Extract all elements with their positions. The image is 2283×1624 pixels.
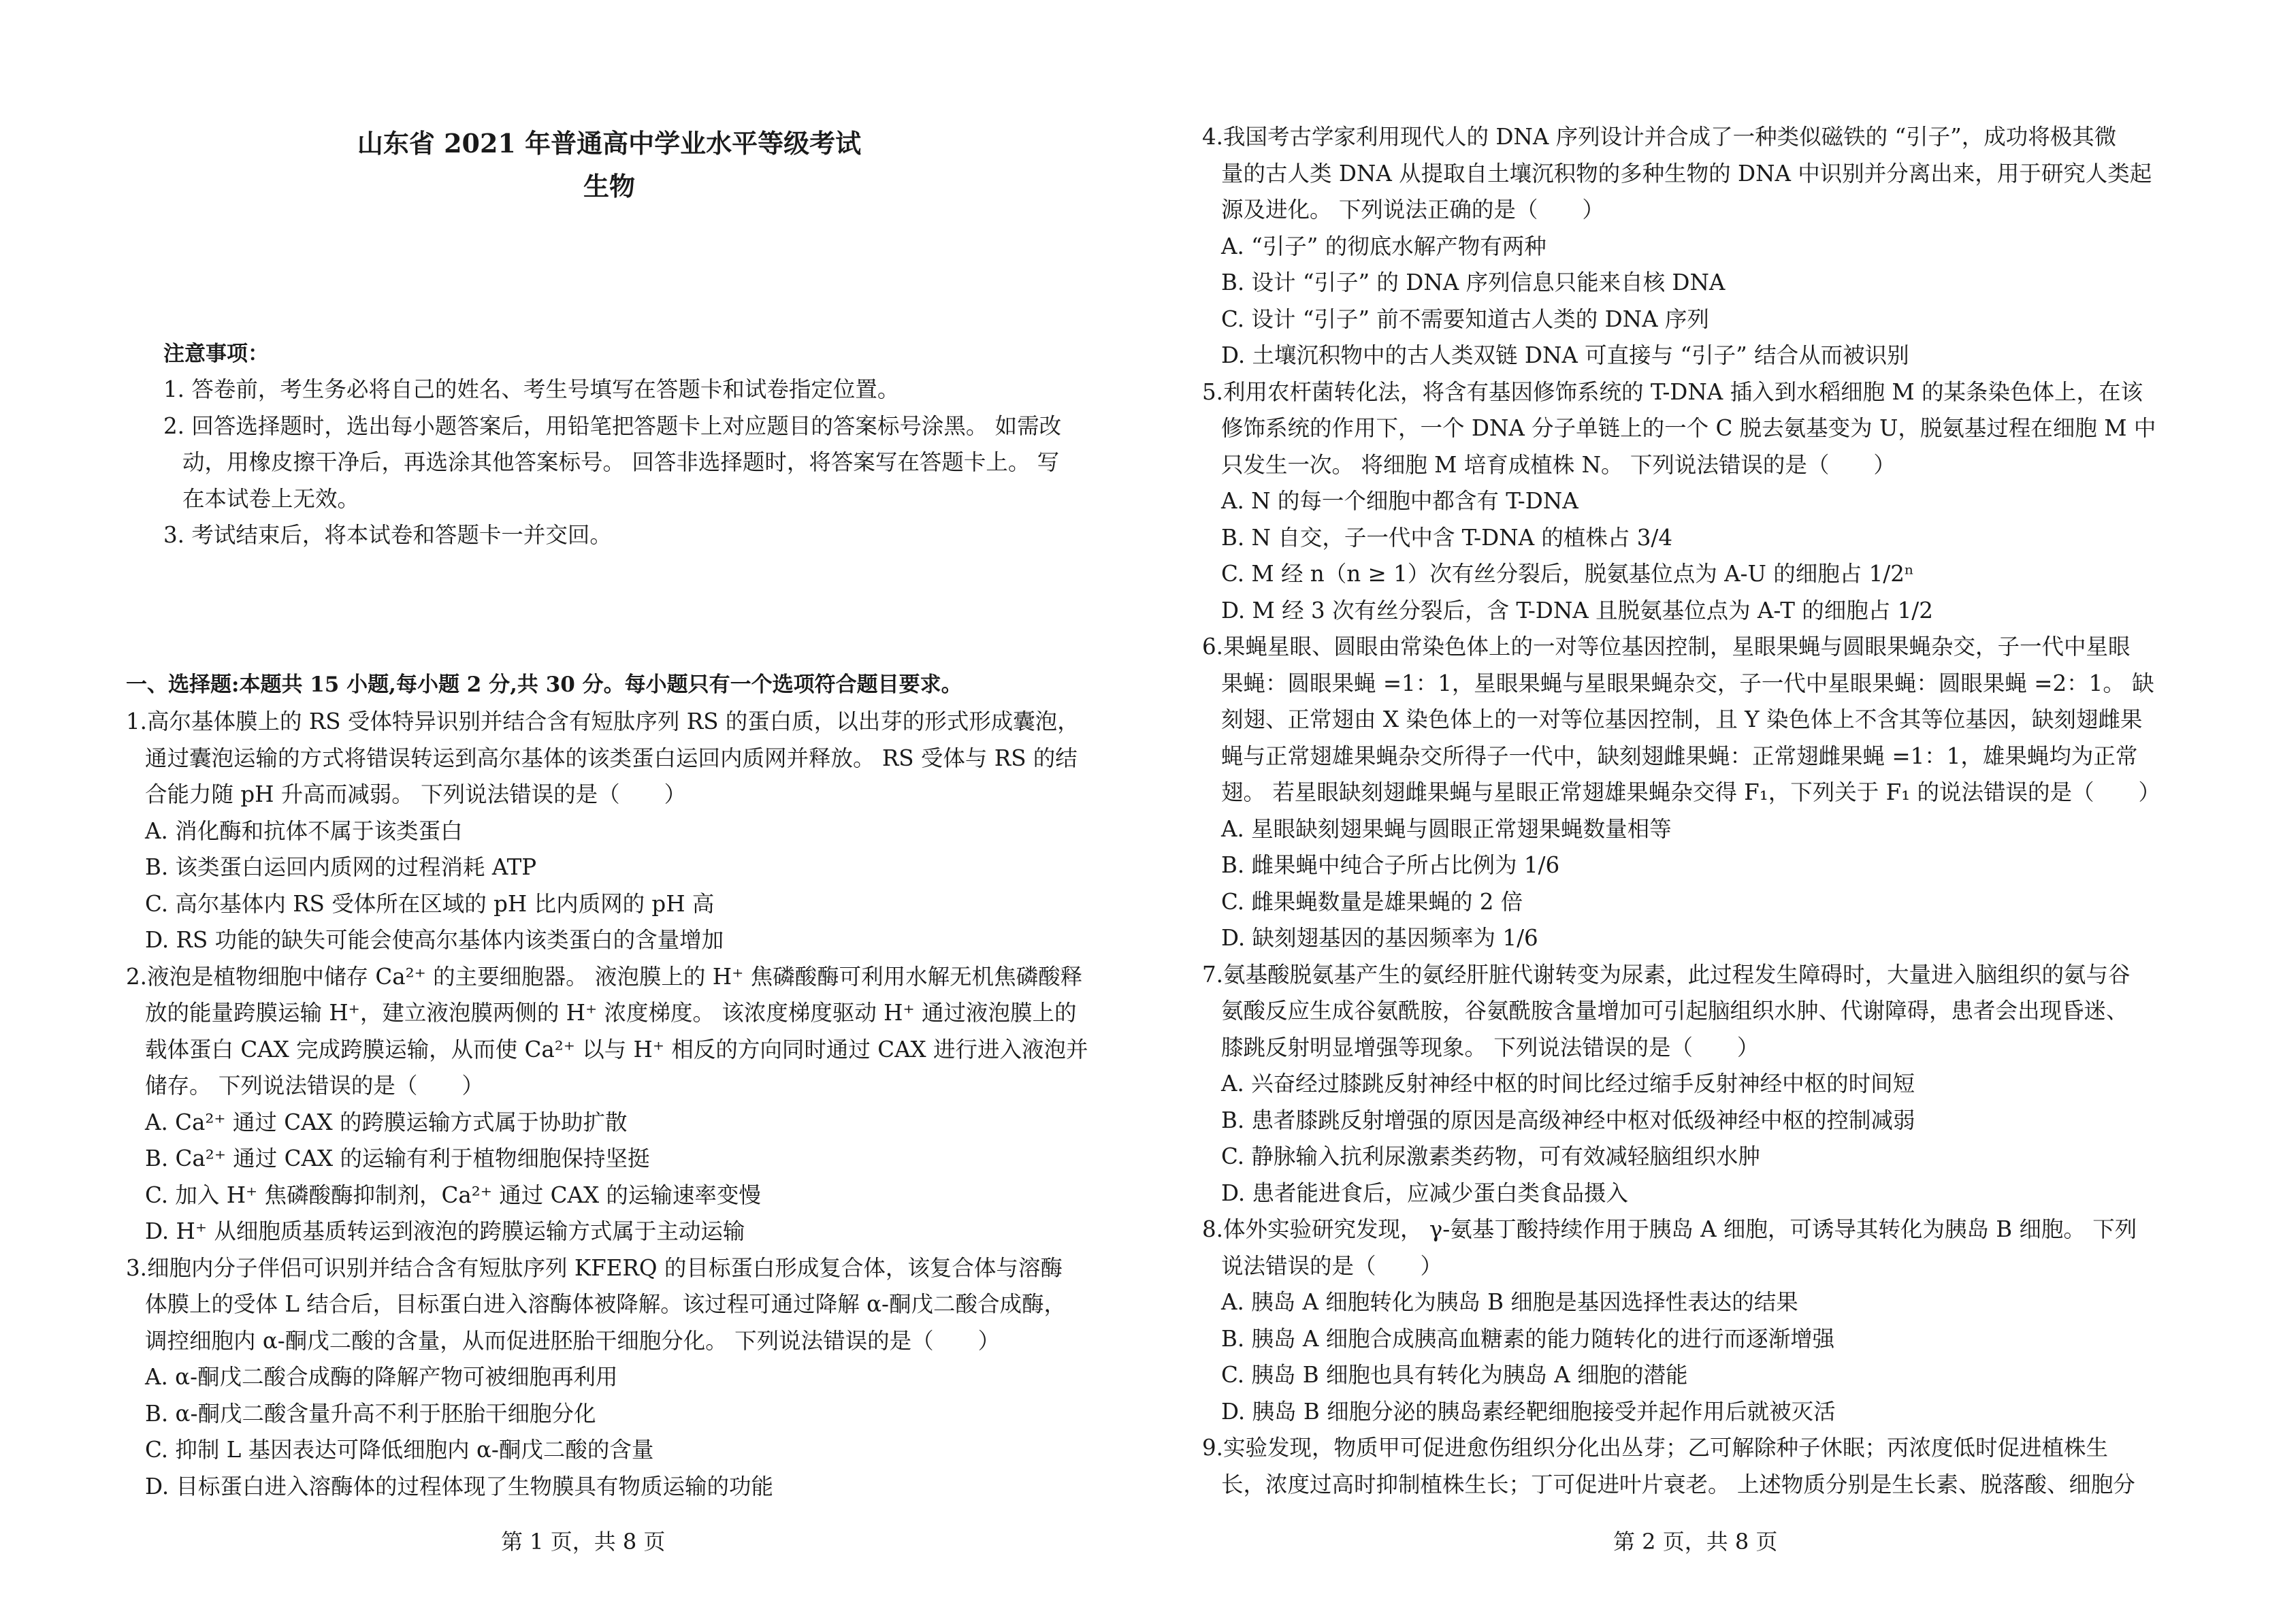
option-line: A. 兴奋经过膝跳反射神经中枢的时间比经过缩手反射神经中枢的时间短 (1221, 1071, 1915, 1097)
questions-4-9 (1202, 119, 2160, 1503)
option-line: C. 胰岛 B 细胞也具有转化为胰岛 A 细胞的潜能 (1221, 1362, 1688, 1388)
option-line: D. 缺刻翅基因的基因频率为 1/6 (1221, 925, 1538, 951)
question-line: 体膜上的受体 L 结合后，目标蛋白进入溶酶体被降解。该过程可通过降解 α-酮戊二酸合成酶， (145, 1291, 1067, 1317)
question-line: 长，浓度过高时抑制植株生长；丁可促进叶片衰老。 上述物质分别是生长素、脱落酸、细胞分 (1221, 1471, 2135, 1497)
question-line: 调控细胞内 α-酮戊二酸的含量，从而促进胚胎干细胞分化。 下列说法错误的是（ ） (145, 1327, 1001, 1354)
exam-subject: 生物 (583, 171, 635, 201)
option-line: A. 消化酶和抗体不属于该类蛋白 (145, 817, 463, 844)
question-line: 只发生一次。 将细胞 M 培育成植株 N。 下列说法错误的是（ ） (1221, 451, 1896, 478)
question-line: 说法错误的是（ ） (1221, 1252, 1443, 1279)
question-line: 1.高尔基体膜上的 RS 受体特异识别并结合含有短肽序列 RS 的蛋白质，以出芽的形式形成囊泡， (126, 709, 1080, 734)
option-line: B. 雌果蝇中纯合子所占比例为 1/6 (1221, 852, 1560, 878)
page-footer: 第 1 页，共 8 页 (501, 1529, 666, 1555)
questions-1-3 (126, 704, 1088, 1505)
notice-list (163, 372, 1061, 554)
option-line: B. α-酮戊二酸含量升高不利于胚胎干细胞分化 (145, 1400, 596, 1427)
notice-line: 动，用橡皮擦干净后，再选涂其他答案标号。 回答非选择题时，将答案写在答题卡上。 写 (182, 449, 1060, 475)
option-line: A. Ca²⁺ 通过 CAX 的跨膜运输方式属于协助扩散 (145, 1109, 628, 1135)
option-line: C. M 经 n（n ≥ 1）次有丝分裂后，脱氨基位点为 A-U 的细胞占 1/2ⁿ (1221, 561, 1914, 587)
question-line: 6.果蝇星眼、圆眼由常染色体上的一对等位基因控制，星眼果蝇与圆眼果蝇杂交，子一代中星眼 (1202, 634, 2131, 660)
question-line: 2.液泡是植物细胞中储存 Ca²⁺ 的主要细胞器。 液泡膜上的 H⁺ 焦磷酸酶可利用水解无机焦磷酸释 (126, 963, 1083, 990)
question-line: 源及进化。 下列说法正确的是（ ） (1221, 197, 1604, 223)
notice-line: 1. 答卷前，考生务必将自己的姓名、考生号填写在答题卡和试卷指定位置。 (163, 376, 900, 402)
question-line: 5.利用农杆菌转化法，将含有基因修饰系统的 T-DNA 插入到水稻细胞 M 的某条染色体上，在该 (1202, 378, 2143, 405)
option-line: D. 目标蛋白进入溶酶体的过程体现了生物膜具有物质运输的功能 (145, 1473, 774, 1499)
option-line: D. 胰岛 B 细胞分泌的胰岛素经靶细胞接受并起作用后就被灭活 (1221, 1398, 1836, 1425)
notice-line: 2. 回答选择题时，选出每小题答案后，用铅笔把答题卡上对应题目的答案标号涂黑。 如需改 (163, 412, 1062, 439)
question-line: 合能力随 pH 升高而减弱。 下列说法错误的是（ ） (145, 781, 687, 807)
question-line: 储存。 下列说法错误的是（ ） (145, 1073, 484, 1099)
question-line: 3.细胞内分子伴侣可识别并结合含有短肽序列 KFERQ 的目标蛋白形成复合体，该复合体与溶酶 (126, 1254, 1063, 1281)
option-line: A. α-酮戊二酸合成酶的降解产物可被细胞再利用 (145, 1364, 618, 1390)
question-line: 4.我国考古学家利用现代人的 DNA 序列设计并合成了一种类似磁铁的 “引子”，成功将极其微 (1202, 124, 2117, 150)
option-line: D. H⁺ 从细胞质基质转运到液泡的跨膜运输方式属于主动运输 (145, 1218, 745, 1244)
exam-page-2 (1142, 0, 2283, 1624)
exam-title: 山东省 2021 年普通高中学业水平等级考试 (357, 128, 862, 159)
option-line: B. Ca²⁺ 通过 CAX 的运输有利于植物细胞保持坚挺 (145, 1146, 650, 1171)
option-line: C. 加入 H⁺ 焦磷酸酶抑制剂，Ca²⁺ 通过 CAX 的运输速率变慢 (145, 1182, 761, 1208)
question-line: 7.氨基酸脱氨基产生的氨经肝脏代谢转变为尿素，此过程发生障碍时，大量进入脑组织的氨与谷 (1202, 961, 2131, 988)
option-line: A. 胰岛 A 细胞转化为胰岛 B 细胞是基因选择性表达的结果 (1221, 1289, 1798, 1315)
option-line: B. 患者膝跳反射增强的原因是高级神经中枢对低级神经中枢的控制减弱 (1221, 1107, 1915, 1133)
option-line: A. “引子” 的彻底水解产物有两种 (1221, 233, 1547, 259)
notice-line: 3. 考试结束后，将本试卷和答题卡一并交回。 (163, 522, 612, 548)
question-line: 放的能量跨膜运输 H⁺，建立液泡膜两侧的 H⁺ 浓度梯度。 该浓度梯度驱动 H⁺ 通过液泡膜上的 (145, 1000, 1077, 1026)
option-line: D. RS 功能的缺失可能会使高尔基体内该类蛋白的含量增加 (145, 927, 724, 953)
section-heading: 一、选择题:本题共 15 小题,每小题 2 分,共 30 分。每小题只有一个选项符合题目要求。 (126, 672, 962, 697)
question-line: 修饰系统的作用下，一个 DNA 分子单链上的一个 C 脱去氨基变为 U，脱氨基过程在细胞 M 中 (1221, 415, 2156, 441)
option-line: B. 该类蛋白运回内质网的过程消耗 ATP (145, 854, 537, 880)
option-line: C. 静脉输入抗利尿激素类药物，可有效减轻脑组织水肿 (1221, 1143, 1760, 1169)
question-line: 刻翅、正常翅由 X 染色体上的一对等位基因控制，且 Y 染色体上不含其等位基因，缺刻翅雌果 (1221, 707, 2143, 732)
page-footer: 第 2 页，共 8 页 (1613, 1529, 1778, 1555)
question-line: 通过囊泡运输的方式将错误转运到高尔基体的该类蛋白运回内质网并释放。 RS 受体与 RS 的结 (145, 745, 1078, 771)
question-line: 9.实验发现，物质甲可促进愈伤组织分化出丛芽；乙可解除种子休眠；丙浓度低时促进植株生 (1202, 1435, 2109, 1461)
option-line: B. 设计 “引子” 的 DNA 序列信息只能来自核 DNA (1221, 270, 1726, 295)
option-line: D. 土壤沉积物中的古人类双链 DNA 可直接与 “引子” 结合从而被识别 (1221, 342, 1909, 368)
question-line: 量的古人类 DNA 从提取自土壤沉积物的多种生物的 DNA 中识别并分离出来，用于研究人类起 (1221, 160, 2152, 186)
question-line: 蝇与正常翅雄果蝇杂交所得子一代中，缺刻翅雌果蝇：正常翅雌果蝇 =1：1，雄果蝇均为正常 (1221, 743, 2138, 769)
notice-line: 在本试卷上无效。 (182, 485, 360, 512)
option-line: A. N 的每一个细胞中都含有 T-DNA (1221, 488, 1578, 514)
question-line: 翅。 若星眼缺刻翅雌果蝇与星眼正常翅雄果蝇杂交得 F₁，下列关于 F₁ 的说法错误的是（ ） (1221, 779, 2160, 805)
question-line: 果蝇：圆眼果蝇 =1：1，星眼果蝇与星眼果蝇杂交，子一代中星眼果蝇：圆眼果蝇 =2：1。 缺 (1221, 670, 2154, 696)
question-line: 膝跳反射明显增强等现象。 下列说法错误的是（ ） (1221, 1034, 1760, 1060)
question-line: 载体蛋白 CAX 完成跨膜运输，从而使 Ca²⁺ 以与 H⁺ 相反的方向同时通过 CAX 进行进入液泡并 (145, 1036, 1088, 1062)
option-line: D. 患者能进食后，应减少蛋白类食品摄入 (1221, 1180, 1629, 1206)
option-line: C. 抑制 L 基因表达可降低细胞内 α-酮戊二酸的含量 (145, 1437, 654, 1463)
option-line: C. 设计 “引子” 前不需要知道古人类的 DNA 序列 (1221, 306, 1709, 332)
question-line: 氨酸反应生成谷氨酰胺，谷氨酰胺含量增加可引起脑组织水肿、代谢障碍，患者会出现昏迷、 (1221, 998, 2128, 1024)
option-line: C. 雌果蝇数量是雄果蝇的 2 倍 (1221, 888, 1523, 915)
question-line: 8.体外实验研究发现， γ-氨基丁酸持续作用于胰岛 A 细胞，可诱导其转化为胰岛 B 细胞。 下列 (1202, 1216, 2137, 1242)
option-line: B. N 自交，子一代中含 T-DNA 的植株占 3/4 (1221, 524, 1673, 551)
option-line: D. M 经 3 次有丝分裂后，含 T-DNA 且脱氨基位点为 A-T 的细胞占 1/2 (1221, 597, 1933, 623)
option-line: B. 胰岛 A 细胞合成胰高血糖素的能力随转化的进行而逐渐增强 (1221, 1325, 1835, 1352)
notice-heading: 注意事项： (163, 342, 269, 366)
option-line: A. 星眼缺刻翅果蝇与圆眼正常翅果蝇数量相等 (1221, 815, 1672, 842)
option-line: C. 高尔基体内 RS 受体所在区域的 pH 比内质网的 pH 高 (145, 890, 715, 917)
